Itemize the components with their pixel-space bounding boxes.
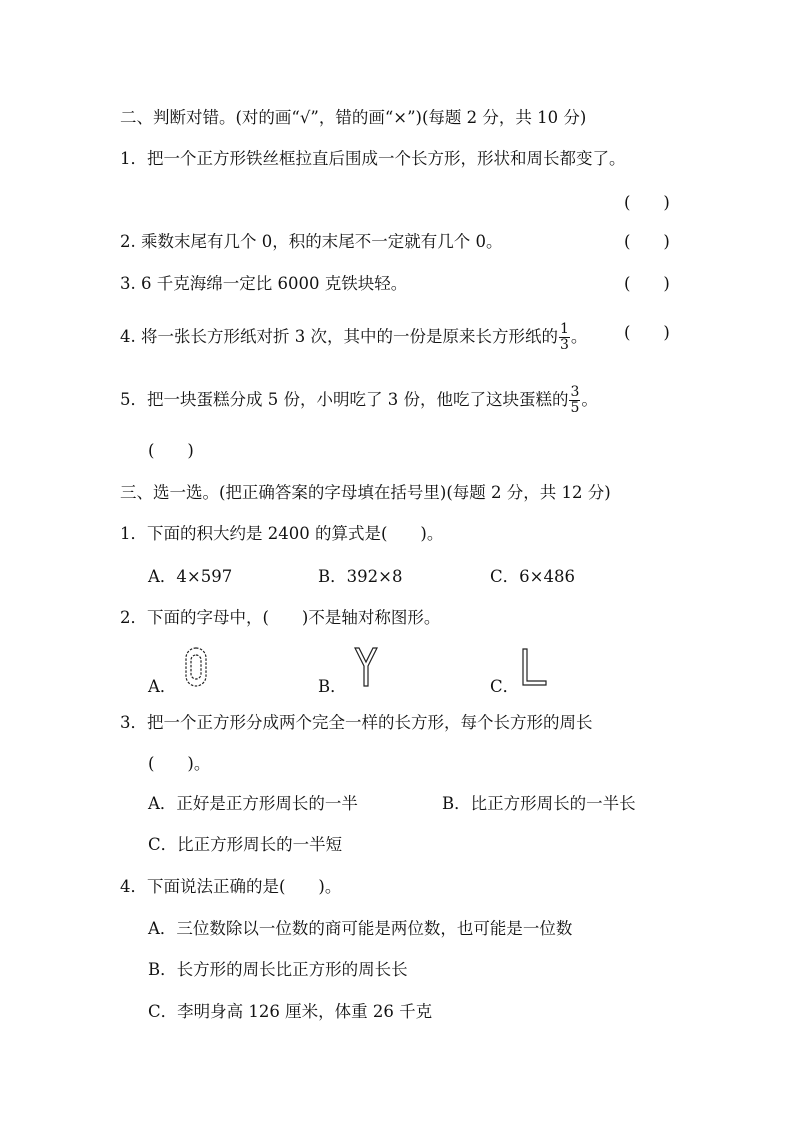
section2-question-3: 3. 6 千克海绵一定比 6000 克铁块轻。: [120, 274, 408, 293]
q4-option-b[interactable]: B．长方形的周长比正方形的周长长: [148, 960, 408, 979]
q3-option-b[interactable]: B．比正方形周长的一半长: [442, 794, 636, 813]
section2-question-2: 2. 乘数末尾有几个 0，积的末尾不一定就有几个 0。: [120, 232, 503, 251]
section3-question-2: 2．下面的字母中，( )不是轴对称图形。: [120, 608, 441, 627]
letter-o-outline-icon: [183, 645, 209, 689]
question-4-tail: 。: [570, 327, 588, 346]
section3-question-3: 3．把一个正方形分成两个完全一样的长方形，每个长方形的周长: [120, 713, 593, 732]
q4-option-c[interactable]: C．李明身高 126 厘米，体重 26 千克: [148, 1002, 433, 1021]
answer-paren-q5[interactable]: ( ): [148, 441, 194, 460]
q2-option-a[interactable]: A．: [148, 677, 177, 696]
q2-option-c[interactable]: C．: [490, 677, 520, 696]
section2-question-5: [120, 385, 598, 416]
question-4-text: 4. 将一张长方形纸对折 3 次，其中的一份是原来长方形纸的: [120, 327, 558, 346]
q3-option-c[interactable]: C．比正方形周长的一半短: [148, 835, 343, 854]
fraction-three-fifths: [569, 385, 580, 416]
section2-question-4: [120, 322, 587, 353]
q2-option-b[interactable]: B．: [318, 677, 347, 696]
answer-paren-q2[interactable]: ( ): [624, 232, 670, 251]
answer-paren-q1[interactable]: ( ): [624, 193, 670, 212]
letter-l-outline-icon: [521, 647, 549, 687]
section3-heading: 三、选一选。(把正确答案的字母填在括号里)(每题 2 分，共 12 分): [120, 483, 611, 502]
section2-heading: 二、判断对错。(对的画“√”，错的画“×”)(每题 2 分，共 10 分): [120, 108, 587, 127]
q4-option-a[interactable]: A．三位数除以一位数的商可能是两位数，也可能是一位数: [148, 919, 573, 938]
q1-option-a[interactable]: A．4×597: [148, 567, 233, 586]
answer-paren-q4[interactable]: ( ): [624, 323, 670, 342]
section3-question-4: 4．下面说法正确的是( )。: [120, 877, 342, 896]
q1-option-b[interactable]: B．392×8: [318, 567, 403, 586]
question-5-tail: 。: [581, 390, 598, 409]
section2-question-1: 1．把一个正方形铁丝框拉直后围成一个长方形，形状和周长都变了。: [120, 149, 626, 168]
fraction-denominator: 3: [559, 337, 569, 353]
letter-y-outline-icon: [354, 646, 378, 688]
section3-question-3-paren[interactable]: ( )。: [148, 754, 211, 773]
answer-paren-q3[interactable]: ( ): [624, 274, 670, 293]
fraction-numerator: 1: [559, 321, 569, 337]
fraction-one-third: [559, 322, 570, 353]
fraction-numerator: 3: [570, 384, 580, 400]
q1-option-c[interactable]: C．6×486: [490, 567, 575, 586]
question-5-text: 5．把一块蛋糕分成 5 份，小明吃了 3 份，他吃了这块蛋糕的: [120, 390, 569, 409]
fraction-denominator: 5: [570, 400, 580, 416]
section3-question-1: 1．下面的积大约是 2400 的算式是( )。: [120, 524, 444, 543]
q3-option-a[interactable]: A．正好是正方形周长的一半: [148, 794, 358, 813]
